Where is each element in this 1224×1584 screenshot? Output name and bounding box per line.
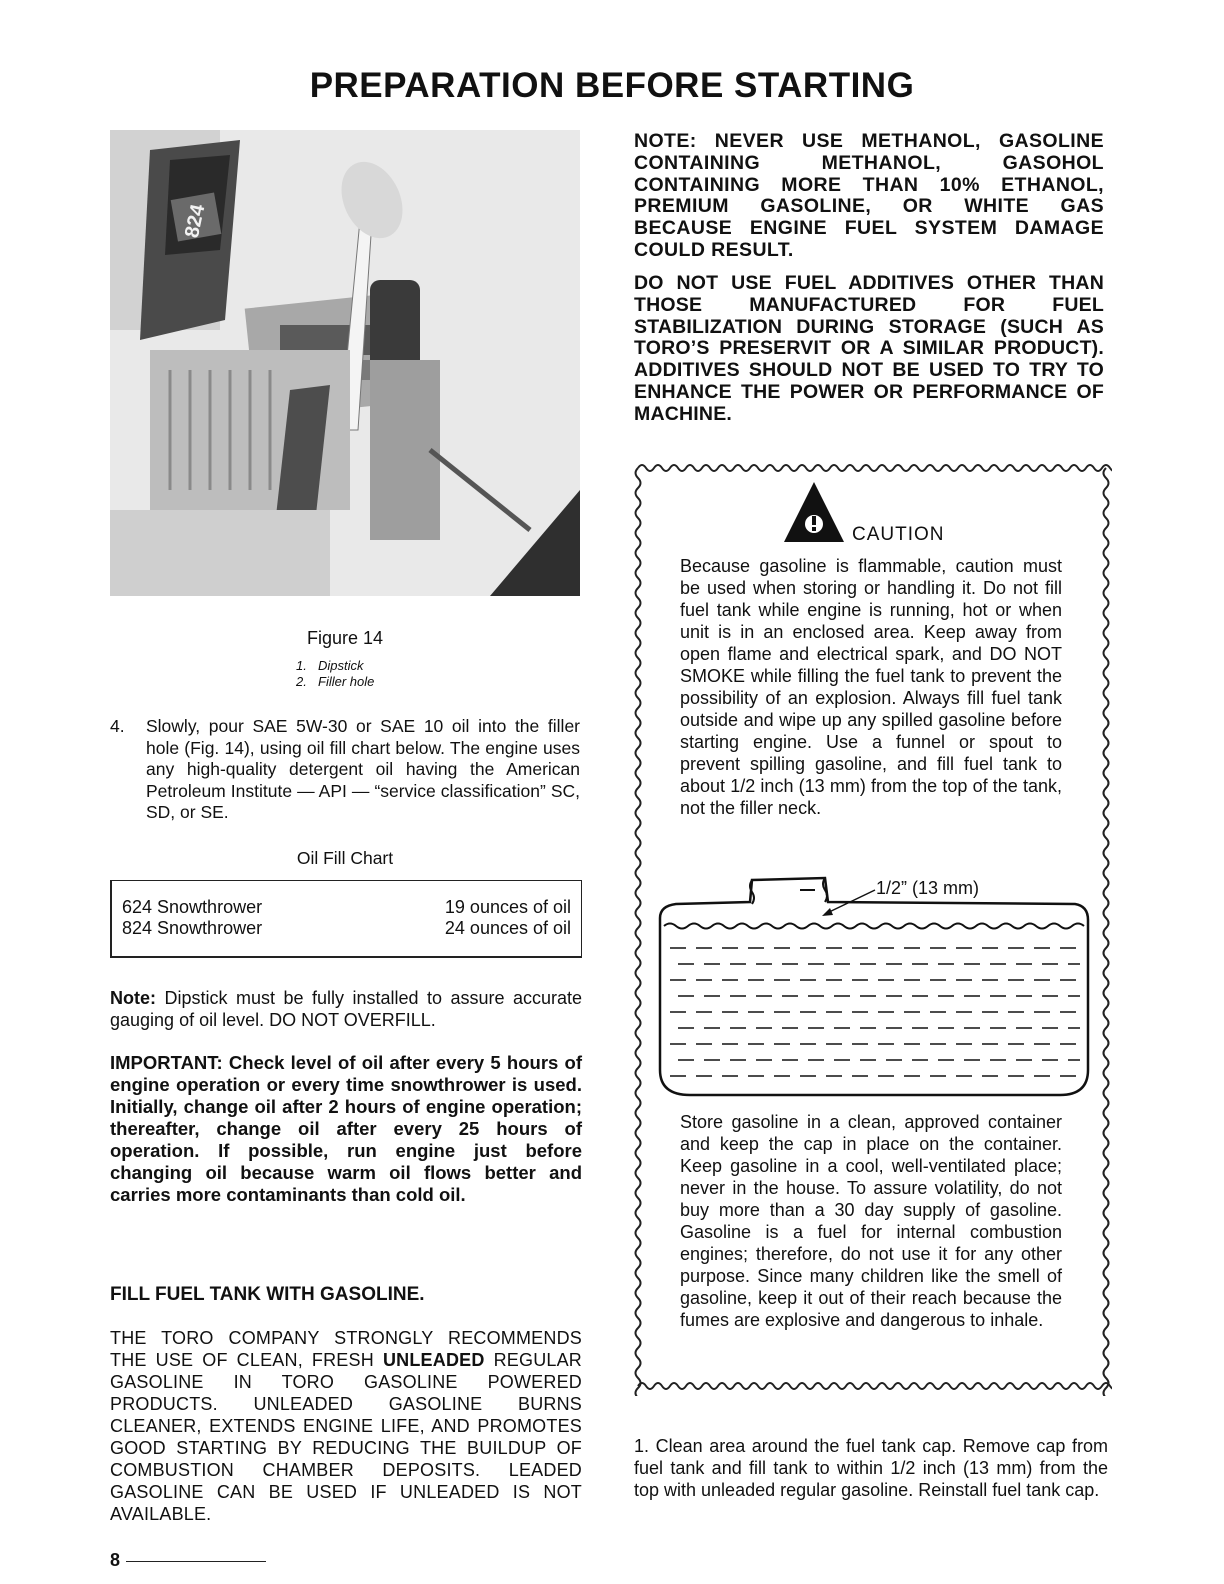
figure-callouts — [296, 658, 496, 690]
step-4 — [110, 716, 580, 824]
page-title: PREPARATION BEFORE STARTING — [309, 66, 915, 105]
recommend-text-start: THE TORO COMPANY STRONGLY RECOMMENDS THE USE OF CLEAN, FRESH — [110, 1328, 582, 1370]
table-row — [122, 897, 571, 919]
recommend-text-bold: UNLEADED — [382, 1350, 485, 1370]
dipstick-note — [110, 987, 582, 1031]
model-badge: 824 — [180, 202, 210, 240]
callout-number: 2. — [296, 674, 307, 689]
amount-cell: 24 ounces of oil — [444, 918, 571, 938]
model-cell: 824 Snowthrower — [122, 918, 263, 938]
model-cell: 624 Snowthrower — [122, 897, 263, 917]
callout-item — [296, 658, 496, 674]
oil-fill-table — [110, 880, 582, 958]
figure-caption: Figure 14 — [306, 628, 384, 648]
page-number-rule — [126, 1561, 266, 1562]
table-row — [122, 918, 571, 940]
note-text: Dipstick must be fully installed to assure accurate gauging of oil level. DO NOT OVERFILL. — [110, 988, 582, 1030]
note-label: Note: — [110, 988, 156, 1008]
gasoline-recommendation — [110, 1327, 582, 1525]
step-text: Slowly, pour SAE 5W-30 or SAE 10 oil into the filler hole (Fig. 14), using oil fill chart below. The engine uses any high-quality detergent oil having the American Petroleum Institute — API — “service classification” SC, SD, or SE. — [146, 716, 580, 822]
important-oil-notice: IMPORTANT: Check level of oil after every 5 hours of engine operation or every time snowthrower is used. Initially, change oil after 2 hours of engine operation; thereafter, change oil after every 25 hours of operation. If possible, run engine just before changing oil because warm oil flows better and carries more contaminants than cold oil. — [110, 1052, 582, 1205]
fill-level-label: 1/2” (13 mm) — [876, 878, 980, 898]
additives-warning: DO NOT USE FUEL ADDITIVES OTHER THAN THOSE MANUFACTURED FOR FUEL STABILIZATION DURING STORAGE (SUCH AS TORO’S PRESERVIT OR A SIMILAR PRODUCT). ADDITIVES SHOULD NOT BE USED TO TRY TO ENHANCE THE POWER OR PERFORMANCE OF MACHINE. — [634, 272, 1104, 425]
methanol-warning: NOTE: NEVER USE METHANOL, GASOLINE CONTAINING METHANOL, GASOHOL CONTAINING MORE THAN 10% ETHANOL, PREMIUM GASOLINE, OR WHITE GAS BECAUSE ENGINE FUEL SYSTEM DAMAGE COULD RESULT. — [634, 130, 1104, 261]
engine-photo — [110, 130, 580, 596]
amount-cell: 19 ounces of oil — [444, 897, 571, 917]
caution-label: CAUTION — [852, 524, 945, 545]
caution-text: Because gasoline is flammable, caution must be used when storing or handling it. Do not fill fuel tank while engine is running, hot or when unit is in an enclosed area. Keep away from open flame and electrical spark, and DO NOT SMOKE while filling the fuel tank to prevent the possibility of an explosion. Always fill fuel tank outside and wipe up any spilled gasoline before starting engine. Use a funnel or spout to prevent spilling gasoline, and fill fuel tank to about 1/2 inch (13 mm) from the top of the tank, not the filler neck. — [680, 556, 1062, 818]
page-number: 8 — [110, 1550, 121, 1570]
caution-header — [770, 480, 1020, 544]
fill-fuel-heading: FILL FUEL TANK WITH GASOLINE. — [110, 1284, 425, 1305]
step-1: 1. Clean area around the fuel tank cap. Remove cap from fuel tank and fill tank to within 1/2 inch (13 mm) from the top with unleaded regular gasoline. Reinstall fuel tank cap. — [634, 1436, 1108, 1500]
gasoline-storage-text: Store gasoline in a clean, approved container and keep the cap in place on the container. Keep gasoline in a cool, well-ventilated place; never in the house. To assure volatility, do not buy more than a 30 day supply of gasoline. Gasoline is a fuel for internal combustion engines; therefore, do not use it for any other purpose. Since many children like the smell of gasoline, keep it out of their reach because the fumes are explosive and dangerous to inhale. — [680, 1112, 1062, 1330]
warning-triangle-icon — [782, 480, 846, 544]
oil-chart-title: Oil Fill Chart — [296, 848, 394, 868]
step-number: 4. — [110, 716, 125, 736]
callout-item — [296, 674, 496, 690]
callout-label: Filler hole — [318, 674, 375, 689]
callout-label: Dipstick — [318, 658, 364, 673]
callout-number: 1. — [296, 658, 307, 673]
recommend-text-end: REGULAR GASOLINE IN TORO GASOLINE POWERED PRODUCTS. UNLEADED GASOLINE BURNS CLEANER, EXTENDS ENGINE LIFE, AND PROMOTES GOOD STARTING BY REDUCING THE BUILDUP OF COMBUSTION CHAMBER DEPOSITS. LEADED GASOLINE CAN BE USED IF UNLEADED IS NOT AVAILABLE. — [110, 1350, 583, 1524]
fuel-tank-diagram — [650, 870, 1100, 1100]
